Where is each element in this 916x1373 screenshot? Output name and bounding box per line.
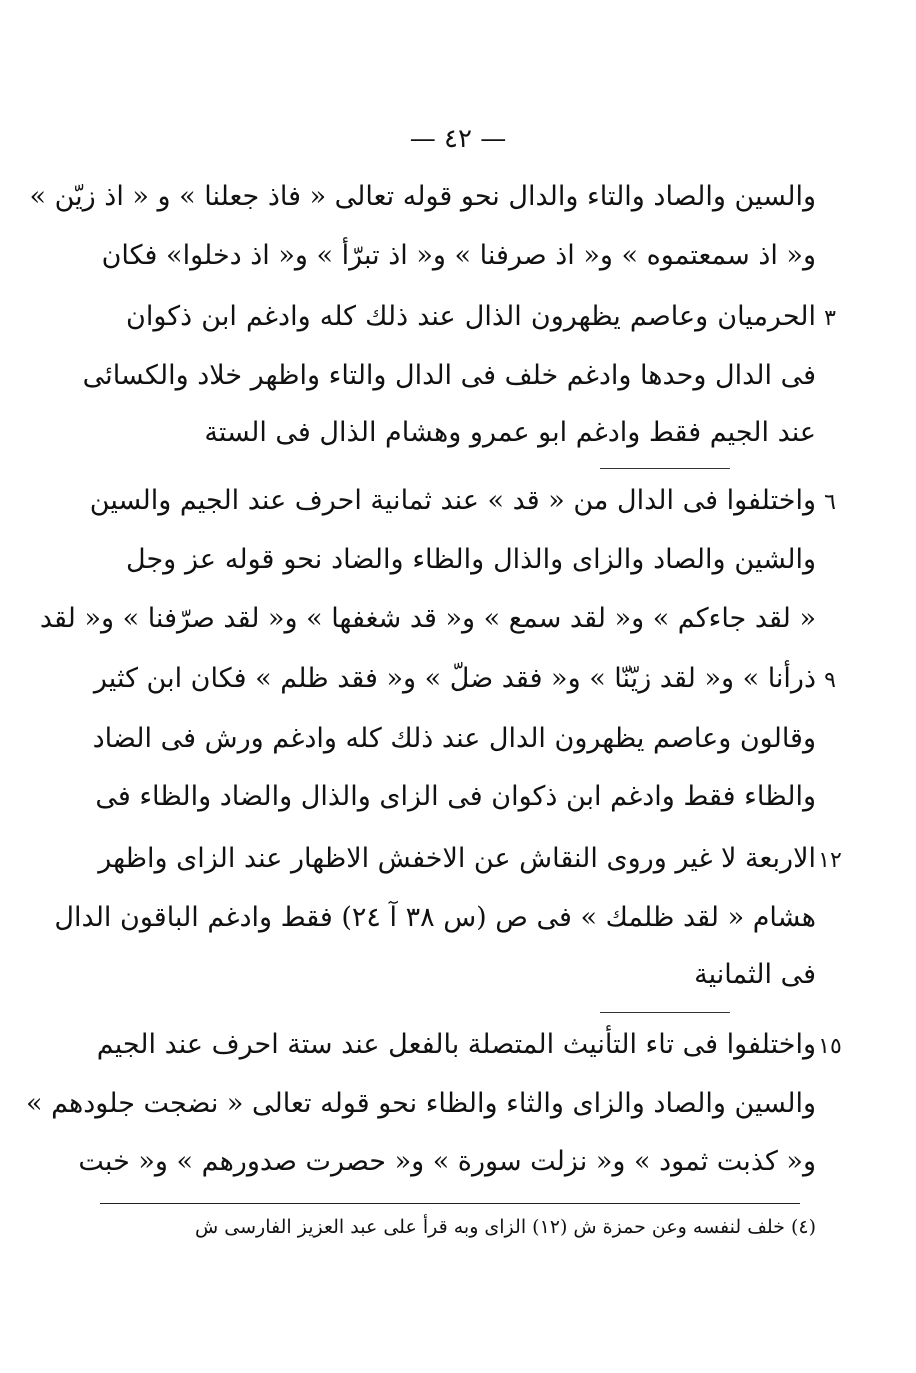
text-line: الحرميان وعاصم يظهرون الذال عند ذلك كله وادغم ابن ذكوان (126, 301, 816, 332)
text-line: والسين والصاد والزاى والثاء والظاء نحو قوله تعالى « نضجت جلودهم » (25, 1088, 816, 1119)
footnote-divider (100, 1203, 800, 1204)
text-line: عند الجيم فقط وادغم ابو عمرو وهشام الذال فى الستة (204, 417, 816, 448)
margin-line-number: ١٥ (818, 1034, 842, 1059)
footnote: (٤) خلف لنفسه وعن حمزة ش (١٢) الزاى وبه قرأ على عبد العزيز الفارسى ش (195, 1216, 816, 1238)
text-line: واختلفوا فى الدال من « قد » عند ثمانية احرف عند الجيم والسين (89, 485, 816, 516)
margin-line-number: ١٢ (818, 848, 842, 873)
text-line: وقالون وعاصم يظهرون الدال عند ذلك كله وادغم ورش فى الضاد (92, 723, 816, 754)
section-divider (600, 468, 730, 469)
margin-line-number: ٣ (824, 306, 836, 331)
text-line: والظاء فقط وادغم ابن ذكوان فى الزاى والذال والضاد والظاء فى (95, 781, 816, 812)
section-divider (600, 1012, 730, 1013)
text-line: و« كذبت ثمود » و« نزلت سورة » و« حصرت صدورهم » و« خبت (78, 1146, 816, 1177)
text-line: الاربعة لا غير وروى النقاش عن الاخفش الاظهار عند الزاى واظهر (98, 843, 816, 874)
text-line: فى الدال وحدها وادغم خلف فى الدال والتاء واظهر خلاد والكسائى (82, 360, 816, 391)
text-line: و« اذ سمعتموه » و« اذ صرفنا » و« اذ تبرّأ » و« اذ دخلوا» فكان (101, 240, 816, 271)
text-line: هشام « لقد ظلمك » فى ص (س ٣٨ آ ٢٤) فقط وادغم الباقون الدال (54, 902, 816, 933)
text-line: والشين والصاد والزاى والذال والظاء والضاد نحو قوله عز وجل (126, 544, 816, 575)
text-line: « لقد جاءكم » و« لقد سمع » و« قد شغفها » و« لقد صرّفنا » و« لقد (39, 603, 816, 634)
margin-line-number: ٩ (824, 668, 836, 693)
margin-line-number: ٦ (824, 490, 836, 515)
text-line: فى الثمانية (694, 959, 816, 990)
text-line: واختلفوا فى تاء التأنيث المتصلة بالفعل عند ستة احرف عند الجيم (96, 1029, 816, 1060)
text-line: والسين والصاد والتاء والدال نحو قوله تعالى « فاذ جعلنا » و « اذ زيّن » (29, 181, 816, 212)
page-number: — ٤٢ — (409, 124, 507, 154)
text-line: ذرأنا » و« لقد زيّنّا » و« فقد ضلّ » و« فقد ظلم » فكان ابن كثير (93, 663, 816, 694)
